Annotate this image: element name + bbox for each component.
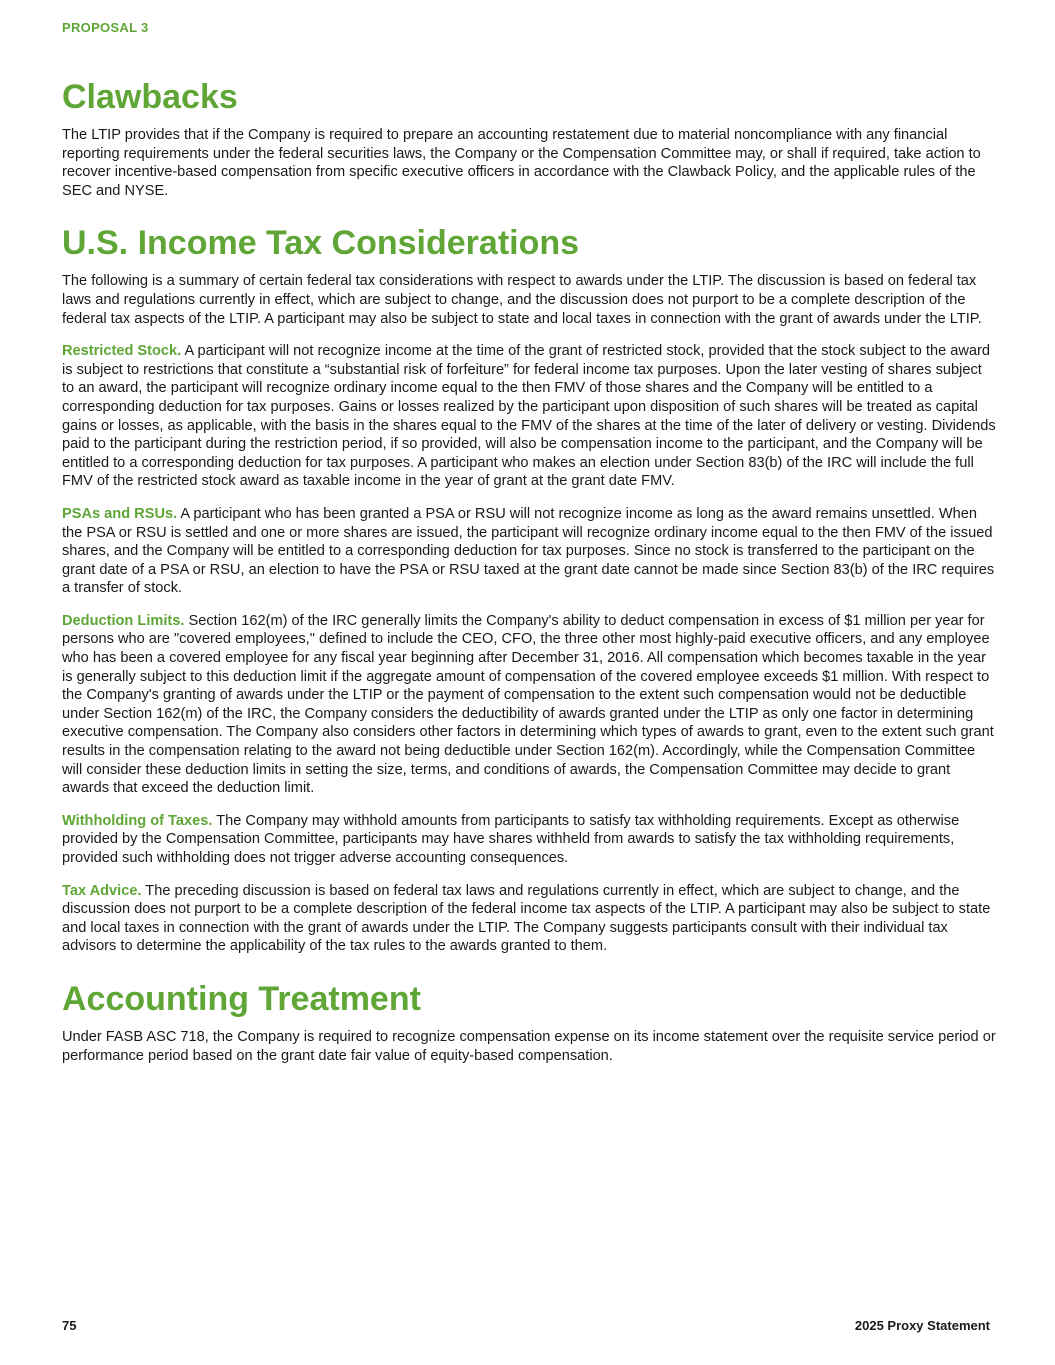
deduction-limits-text: Section 162(m) of the IRC generally limits the Company's ability to deduct compensation in excess of $1 million per year for persons who are "covered employees," defined to include the CEO, CFO, the three other most highly-paid executive officers, and any employee who has been a covered employee for any fiscal year beginning after December 31, 2016. All compensation which becomes taxable in the year is generally subject to this deduction limit if the aggregate amount of compensation of the covered employee exceeds $1 million. With respect to the Company's granting of awards under the LTIP or the payment of compensation to the extent such compensation would not be deductible under Section 162(m) of the IRC, the Company considers the deductibility of awards granted under the LTIP as only one factor in determining executive compensation. The Company also considers other factors in determining which types of awards to grant, even to the extent such grant results in the compensation relating to the award not being deductible under Section 162(m). Accordingly, while the Compensation Committee will consider these deduction limits in setting the size, terms, and conditions of awards, the Compensation Committee may decide to grant awards that exceed the deduction limit. [62, 612, 994, 797]
clawbacks-heading: Clawbacks [62, 78, 238, 116]
tax-advice-paragraph [62, 882, 997, 956]
restricted-stock-paragraph [62, 342, 997, 491]
accounting-treatment-heading: Accounting Treatment [62, 979, 421, 1018]
psas-rsus-text: A participant who has been granted a PSA or RSU will not recognize income as long as the award remains unsettled. When the PSA or RSU is settled and one or more shares are issued, the participant will recognize ordinary income equal to the then FMV of the issued shares, and the Company will be entitled to a corresponding deduction for tax purposes. Since no stock is transferred to the participant on the grant date of a PSA or RSU, an election to have the PSA or RSU taxed at the grant date cannot be made since Section 83(b) of the IRC requires a transfer of stock. [62, 505, 995, 597]
withholding-paragraph [62, 812, 997, 868]
tax-advice-lead: Tax Advice. [62, 882, 142, 899]
withholding-lead: Withholding of Taxes. [62, 812, 213, 829]
accounting-paragraph: Under FASB ASC 718, the Company is required to recognize compensation expense on its income statement over the requisite service period or performance period based on the grant date fair value of equity-based compensation. [62, 1028, 996, 1064]
withholding-text: The Company may withhold amounts from participants to satisfy tax withholding requirements. Except as otherwise provided by the Compensation Committee, participants may have shares withheld from awards to satisfy the tax withholding requirements, provided such withholding does not trigger adverse accounting consequences. [62, 812, 960, 866]
restricted-stock-text: A participant will not recognize income at the time of the grant of restricted stock, provided that the stock subject to the award is subject to restrictions that constitute a “substantial risk of forfeiture” for federal income tax purposes. Upon the later vesting of shares subject to an award, the participant will recognize ordinary income equal to the then FMV of those shares and the Company will be entitled to a corresponding deduction for tax purposes. Gains or losses realized by the participant upon disposition of such shares will be treated as capital gains or losses, as applicable, with the basis in the shares equal to the FMV of the shares at the time of the later of delivery or vesting. Dividends paid to the participant during the restriction period, if so provided, will also be compensation income to the participant, and the Company will be entitled to a corresponding deduction for tax purposes. A participant who makes an election under Section 83(b) of the IRC will include the full FMV of the restricted stock award as taxable income in the year of grant at the grant date FMV. [62, 343, 996, 490]
page-content [62, 76, 997, 1079]
section-label: PROPOSAL 3 [62, 20, 149, 35]
deduction-limits-lead: Deduction Limits. [62, 612, 185, 629]
page-number: 75 [62, 1318, 77, 1333]
document-title: 2025 Proxy Statement [854, 1318, 990, 1333]
restricted-stock-lead: Restricted Stock. [62, 343, 182, 360]
psas-rsus-paragraph [62, 505, 997, 598]
tax-intro-paragraph: The following is a summary of certain federal tax considerations with respect to awards under the LTIP. The discussion is based on federal tax laws and regulations currently in effect, which are subject to change, and the discussion does not purport to be a complete description of the federal tax aspects of the LTIP. A participant may also be subject to state and local taxes in connection with the grant of awards under the LTIP. [62, 273, 982, 327]
tax-advice-text: The preceding discussion is based on federal tax laws and regulations currently in effect, which are subject to change, and the discussion does not purport to be a complete description of the federal income tax aspects of the LTIP. A participant may also be subject to state and local taxes in connection with the grant of awards under the LTIP. The Company suggests participants consult with their individual tax advisors to determine the applicability of the tax rules to the awards granted to them. [62, 882, 991, 955]
tax-considerations-heading: U.S. Income Tax Considerations [62, 224, 580, 263]
clawbacks-paragraph: The LTIP provides that if the Company is required to prepare an accounting restatement due to material noncompliance with any financial reporting requirements under the federal securities laws, the Company or the Compensation Committee may, or shall if required, take action to recover incentive-based compensation from specific executive officers in accordance with the Clawback Policy, and the applicable rules of the SEC and NYSE. [62, 127, 981, 199]
psas-rsus-lead: PSAs and RSUs. [62, 505, 178, 522]
deduction-limits-paragraph [62, 612, 997, 798]
